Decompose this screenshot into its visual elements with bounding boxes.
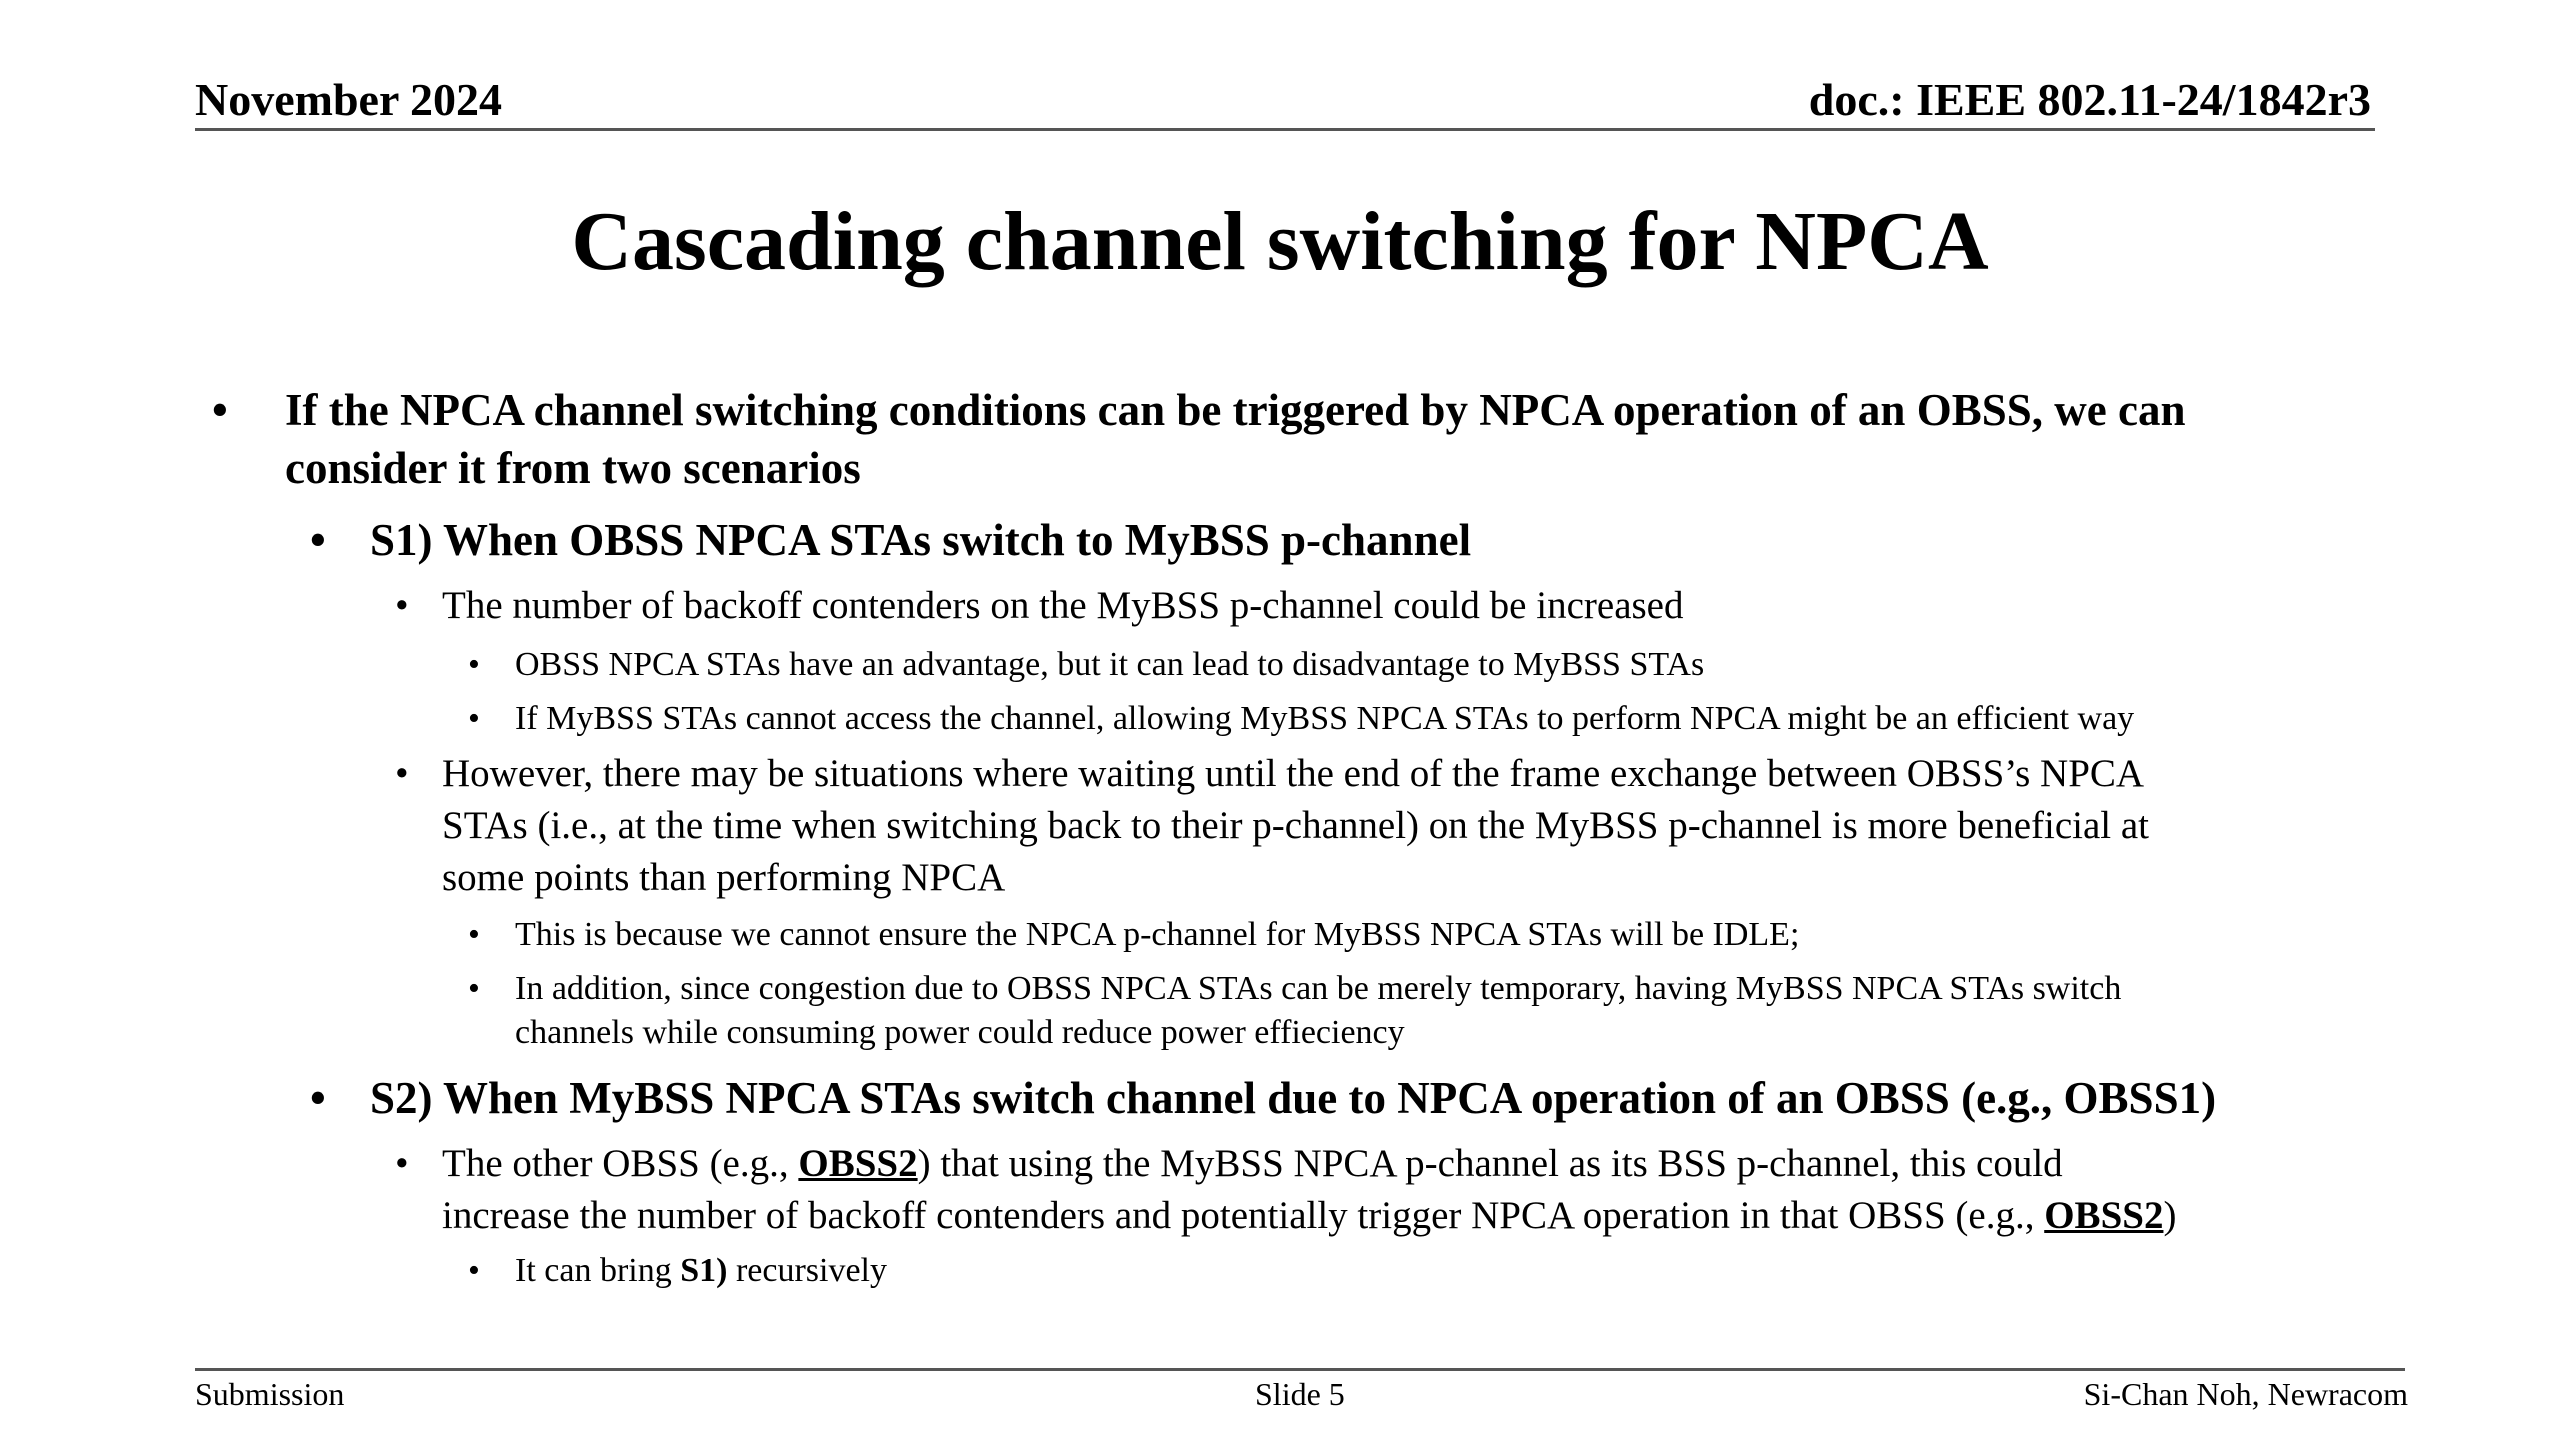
list-item [0,966,2560,1011]
list-item [0,1070,2560,1127]
bullet-marker: • [468,916,480,953]
bullet-text [515,1248,887,1293]
bullet-text [442,1138,2063,1190]
bullet-marker: • [310,515,326,565]
text-segment: ) that using the MyBSS NPCA p-channel as its BSS p-channel, this could [917,1142,2063,1185]
bullet-text: STAs (i.e., at the time when switching back to their p-channel) on the MyBSS p-channel is more beneficial at [442,804,2150,847]
list-item [0,912,2560,957]
s1-heading: S1) When OBSS NPCA STAs switch to MyBSS p-channel [370,515,1472,565]
list-item-continuation [0,852,2560,904]
bullet-text: some points than performing NPCA [442,856,1006,899]
obss2-emphasis: OBSS2 [798,1142,918,1185]
bullet-text: If the NPCA channel switching conditions can be triggered by NPCA operation of an OBSS, we can [285,385,2186,435]
header-doc-id: doc.: IEEE 802.11-24/1842r3 [1808,74,2371,125]
bullet-marker: • [395,752,409,795]
bullet-text: If MyBSS STAs cannot access the channel, allowing MyBSS NPCA STAs to perform NPCA might be an efficient way [515,700,2135,737]
list-item [0,642,2560,687]
list-item-continuation [0,800,2560,852]
bullet-marker: • [468,970,480,1007]
bullet-text: OBSS NPCA STAs have an advantage, but it can lead to disadvantage to MyBSS STAs [515,646,1705,683]
bullet-text: This is because we cannot ensure the NPCA p-channel for MyBSS NPCA STAs will be IDLE; [515,916,1800,953]
list-item [0,382,2560,439]
footer-slide-number: Slide 5 [1255,1376,1345,1412]
footer-submission: Submission [195,1376,345,1412]
slide-title: Cascading channel switching for NPCA [571,195,1989,288]
bullet-text: In addition, since congestion due to OBSS NPCA STAs can be merely temporary, having MyBSS NPCA STAs switch [515,970,2122,1007]
bullet-text: However, there may be situations where waiting until the end of the frame exchange between OBSS’s NPCA [442,752,2145,795]
bullet-text: consider it from two scenarios [285,443,861,493]
list-item [0,696,2560,741]
list-item-continuation [0,1010,2560,1055]
text-segment: ) [2163,1194,2177,1237]
text-segment: increase the number of backoff contenders and potentially trigger NPCA operation in that OBSS (e.g., [442,1194,2045,1237]
bullet-marker: • [310,1073,326,1123]
list-item-continuation [0,1190,2560,1242]
text-segment: recursively [727,1252,887,1289]
footer-author: Si-Chan Noh, Newracom [2083,1376,2408,1412]
list-item [0,580,2560,632]
text-segment: The other OBSS (e.g., [442,1142,799,1185]
text-segment: It can bring [515,1252,681,1289]
list-item [0,512,2560,569]
footer-divider [195,1368,2405,1371]
bullet-marker: • [468,646,480,683]
bullet-text: The number of backoff contenders on the MyBSS p-channel could be increased [442,584,1684,627]
bullet-marker: • [395,584,409,627]
list-item [0,1138,2560,1190]
bullet-text: channels while consuming power could reduce power effieciency [515,1014,1405,1051]
s2-heading: S2) When MyBSS NPCA STAs switch channel due to NPCA operation of an OBSS (e.g., OBSS1) [370,1073,2217,1123]
list-item-continuation [0,440,2560,497]
list-item [0,748,2560,800]
bullet-marker: • [212,385,228,435]
bullet-marker: • [468,1252,480,1289]
bullet-text [442,1190,2176,1242]
header-date: November 2024 [195,74,503,125]
list-item [0,1248,2560,1293]
bullet-marker: • [395,1142,409,1185]
s1-reference: S1) [680,1252,728,1289]
obss2-emphasis: OBSS2 [2044,1194,2164,1237]
bullet-marker: • [468,700,480,737]
